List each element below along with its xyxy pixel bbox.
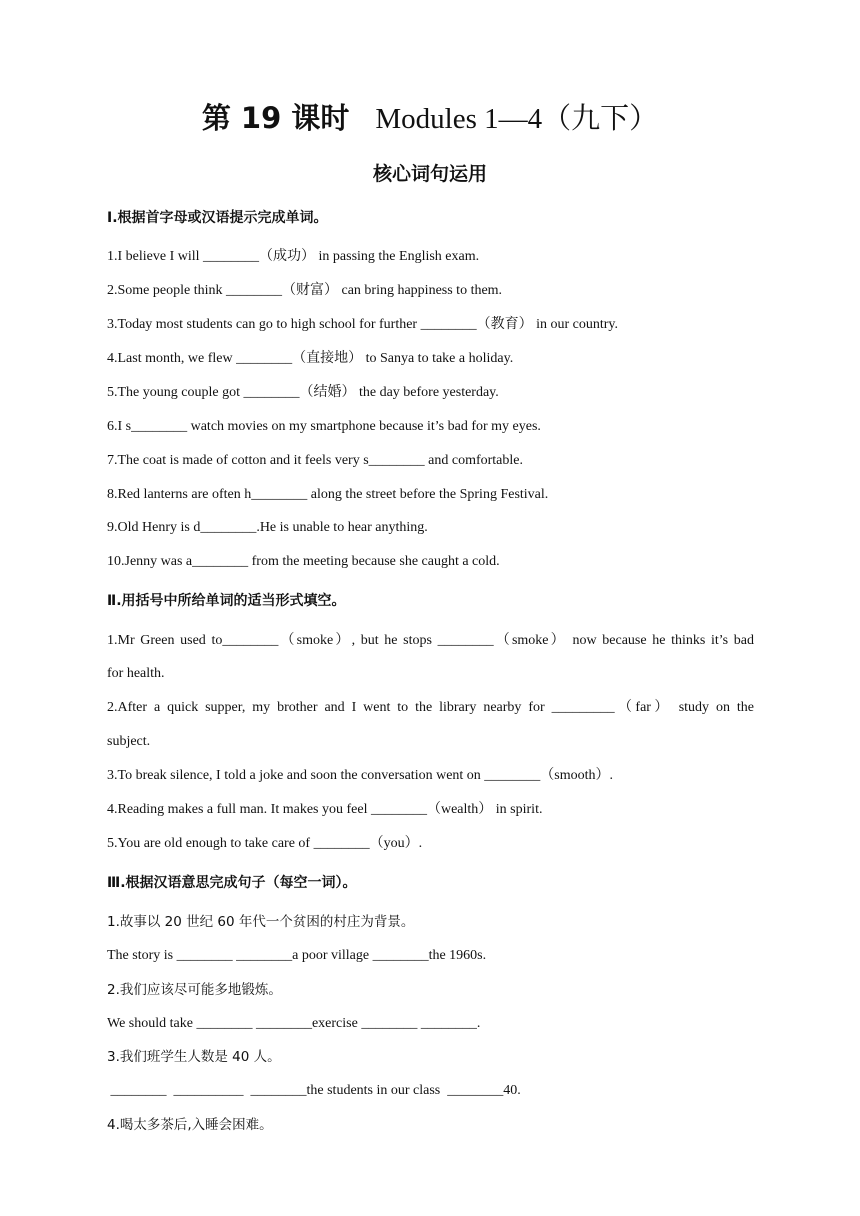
title-lesson: 第 19 课时 xyxy=(201,101,350,135)
exercise-line: 3.Today most students can go to high school for further ________（教育） in our country. xyxy=(107,317,618,332)
section-heading-1: Ⅰ.根据首字母或汉语提示完成单词。 xyxy=(107,210,328,226)
title-modules: Modules 1—4（九下） xyxy=(375,103,659,135)
exercise-line: 4.喝太多茶后,入睡会困难。 xyxy=(107,1117,273,1133)
exercise-line: ________ __________ ________the students in our class ________40. xyxy=(107,1083,521,1098)
exercise-line: 1.Mr Green used to________（smoke）, but he stops ________（smoke） now because he thinks it’s bad xyxy=(107,633,754,648)
exercise-line: for health. xyxy=(107,666,165,681)
exercise-line: 6.I s________ watch movies on my smartphone because it’s bad for my eyes. xyxy=(107,419,541,434)
exercise-line: 2.Some people think ________（财富） can bring happiness to them. xyxy=(107,283,503,298)
page-title xyxy=(0,98,860,139)
section-heading-2: Ⅱ.用括号中所给单词的适当形式填空。 xyxy=(107,593,346,609)
exercise-line: 5.You are old enough to take care of ________（you）. xyxy=(107,836,423,851)
exercise-line: 8.Red lanterns are often h________ along the street before the Spring Festival. xyxy=(107,487,549,502)
exercise-line: 4.Reading makes a full man. It makes you feel ________（wealth） in spirit. xyxy=(107,802,543,817)
exercise-line: 5.The young couple got ________（结婚） the day before yesterday. xyxy=(107,385,499,400)
exercise-line: 3.To break silence, I told a joke and soon the conversation went on ________（smooth）. xyxy=(107,768,614,783)
exercise-line: 7.The coat is made of cotton and it feels very s________ and comfortable. xyxy=(107,453,523,468)
exercise-line: 2.After a quick supper, my brother and I went to the library nearby for _________（far） study on the xyxy=(107,700,754,715)
exercise-line: 2.我们应该尽可能多地锻炼。 xyxy=(107,982,282,998)
section-heading-3: Ⅲ.根据汉语意思完成句子（每空一词）。 xyxy=(107,875,357,891)
exercise-line: 1.I believe I will ________（成功） in passing the English exam. xyxy=(107,249,480,264)
exercise-line: We should take ________ ________exercise ________ ________. xyxy=(107,1016,481,1031)
exercise-line: The story is ________ ________a poor village ________the 1960s. xyxy=(107,948,487,963)
exercise-line: 9.Old Henry is d________.He is unable to hear anything. xyxy=(107,520,428,535)
exercise-line: 1.故事以 20 世纪 60 年代一个贫困的村庄为背景。 xyxy=(107,914,415,930)
page-subtitle: 核心词句运用 xyxy=(372,163,487,185)
exercise-line: subject. xyxy=(107,734,151,749)
exercise-line: 4.Last month, we flew ________（直接地） to Sanya to take a holiday. xyxy=(107,351,514,366)
exercise-line: 3.我们班学生人数是 40 人。 xyxy=(107,1049,281,1065)
exercise-line: 10.Jenny was a________ from the meeting because she caught a cold. xyxy=(107,554,500,569)
